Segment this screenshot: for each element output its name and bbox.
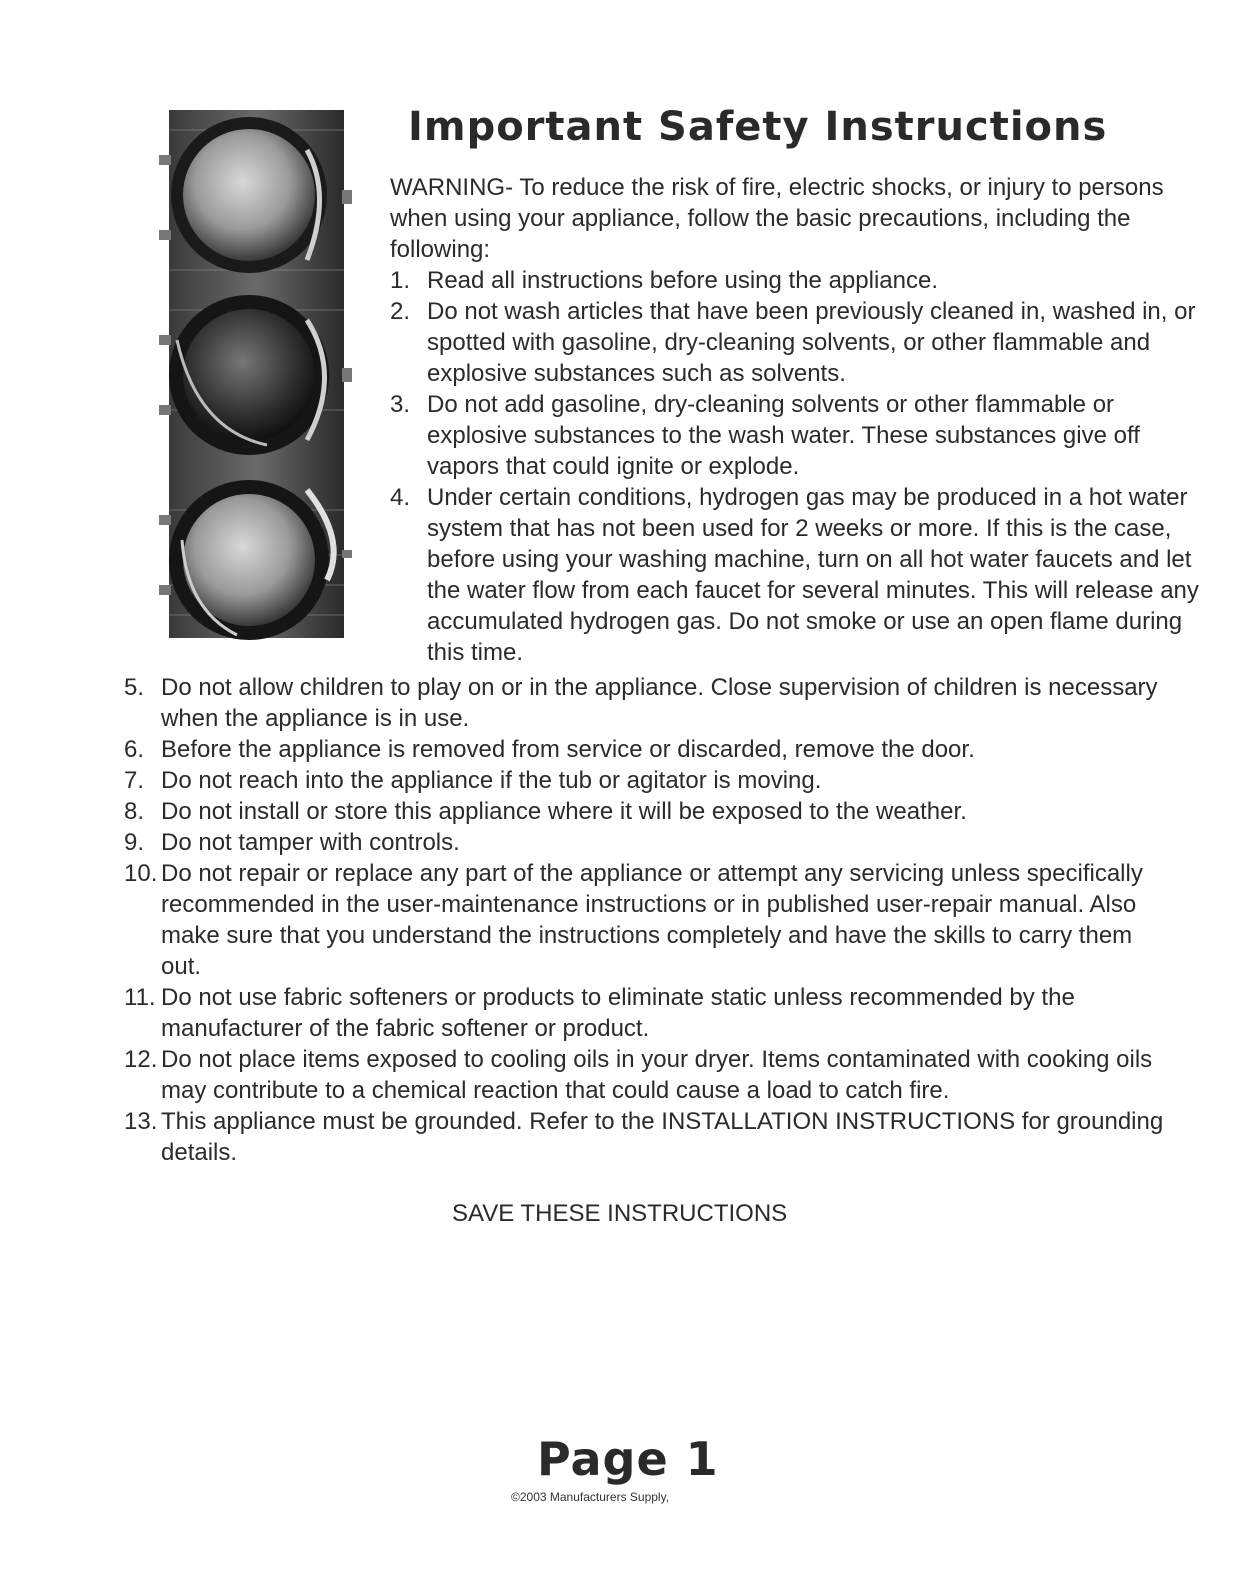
item-number: 5. bbox=[124, 674, 145, 701]
copyright-notice: ©2003 Manufacturers Supply, bbox=[511, 1490, 670, 1504]
item-text: Before the appliance is removed from service or discarded, remove the door. bbox=[161, 736, 975, 763]
item-text: Do not tamper with controls. bbox=[161, 829, 460, 856]
list-item bbox=[124, 672, 1164, 734]
item-number: 12. bbox=[124, 1046, 158, 1073]
list-item bbox=[124, 796, 1164, 827]
item-text: Under certain conditions, hydrogen gas may be produced in a hot water system that has not been used for 2 weeks or more. If this is the case, before using your washing machine, turn on all hot water faucets and let the water flow from each faucet for several minutes. This will release any accumulated hydrogen gas. Do not smoke or use an open flame during this time. bbox=[427, 484, 1199, 666]
item-text: Do not add gasoline, dry-cleaning solvents or other flammable or explosive substances to the wash water. These substances give off vapors that could ignite or explode. bbox=[427, 391, 1140, 480]
item-text: Do not use fabric softeners or products to eliminate static unless recommended by the manufacturer of the fabric softener or product. bbox=[161, 984, 1075, 1042]
list-item bbox=[124, 765, 1164, 796]
item-number: 8. bbox=[124, 798, 145, 825]
list-item bbox=[390, 482, 1200, 668]
item-text: This appliance must be grounded. Refer to the INSTALLATION INSTRUCTIONS for grounding details. bbox=[161, 1108, 1164, 1166]
item-text: Read all instructions before using the appliance. bbox=[427, 267, 938, 294]
item-text: Do not repair or replace any part of the appliance or attempt any servicing unless specifically recommended in the user-maintenance instructions or in published user-repair manual. Also make sure that you understand the instructions completely and have the skills to carry them out. bbox=[161, 860, 1143, 980]
list-item bbox=[390, 296, 1200, 389]
item-number: 6. bbox=[124, 736, 145, 763]
item-text: Do not wash articles that have been previously cleaned in, washed in, or spotted with gasoline, dry-cleaning solvents, or other flammable and explosive substances such as solvents. bbox=[427, 298, 1196, 387]
item-number: 1. bbox=[390, 267, 411, 294]
page-title: Important Safety Instructions bbox=[408, 104, 1108, 150]
page-number: Page 1 bbox=[537, 1432, 719, 1486]
list-item bbox=[390, 389, 1200, 482]
warning-text: WARNING- To reduce the risk of fire, electric shocks, or injury to persons when using your appliance, follow the basic precautions, including the following: bbox=[390, 174, 1164, 263]
list-item bbox=[124, 827, 1164, 858]
item-text: Do not allow children to play on or in the appliance. Close supervision of children is necessary when the appliance is in use. bbox=[161, 674, 1158, 732]
stacked-washer-dryer-illustration bbox=[157, 110, 357, 640]
item-number: 9. bbox=[124, 829, 145, 856]
item-number: 10. bbox=[124, 860, 158, 887]
item-number: 3. bbox=[390, 391, 411, 418]
item-number: 13. bbox=[124, 1108, 158, 1135]
list-item bbox=[124, 858, 1164, 982]
list-item bbox=[124, 1106, 1164, 1168]
list-item bbox=[124, 734, 1164, 765]
list-item bbox=[124, 982, 1164, 1044]
item-text: Do not place items exposed to cooling oils in your dryer. Items contaminated with cooking oils may contribute to a chemical reaction that could cause a load to catch fire. bbox=[161, 1046, 1153, 1104]
instruction-list-top bbox=[390, 265, 1200, 668]
save-instructions-heading: SAVE THESE INSTRUCTIONS bbox=[452, 1200, 788, 1227]
list-item bbox=[124, 1044, 1164, 1106]
item-number: 7. bbox=[124, 767, 145, 794]
item-text: Do not reach into the appliance if the tub or agitator is moving. bbox=[161, 767, 822, 794]
list-item bbox=[390, 265, 1200, 296]
instruction-list-bottom bbox=[124, 672, 1164, 1168]
item-number: 4. bbox=[390, 484, 411, 511]
item-number: 11. bbox=[124, 984, 156, 1011]
item-number: 2. bbox=[390, 298, 411, 325]
item-text: Do not install or store this appliance where it will be exposed to the weather. bbox=[161, 798, 967, 825]
